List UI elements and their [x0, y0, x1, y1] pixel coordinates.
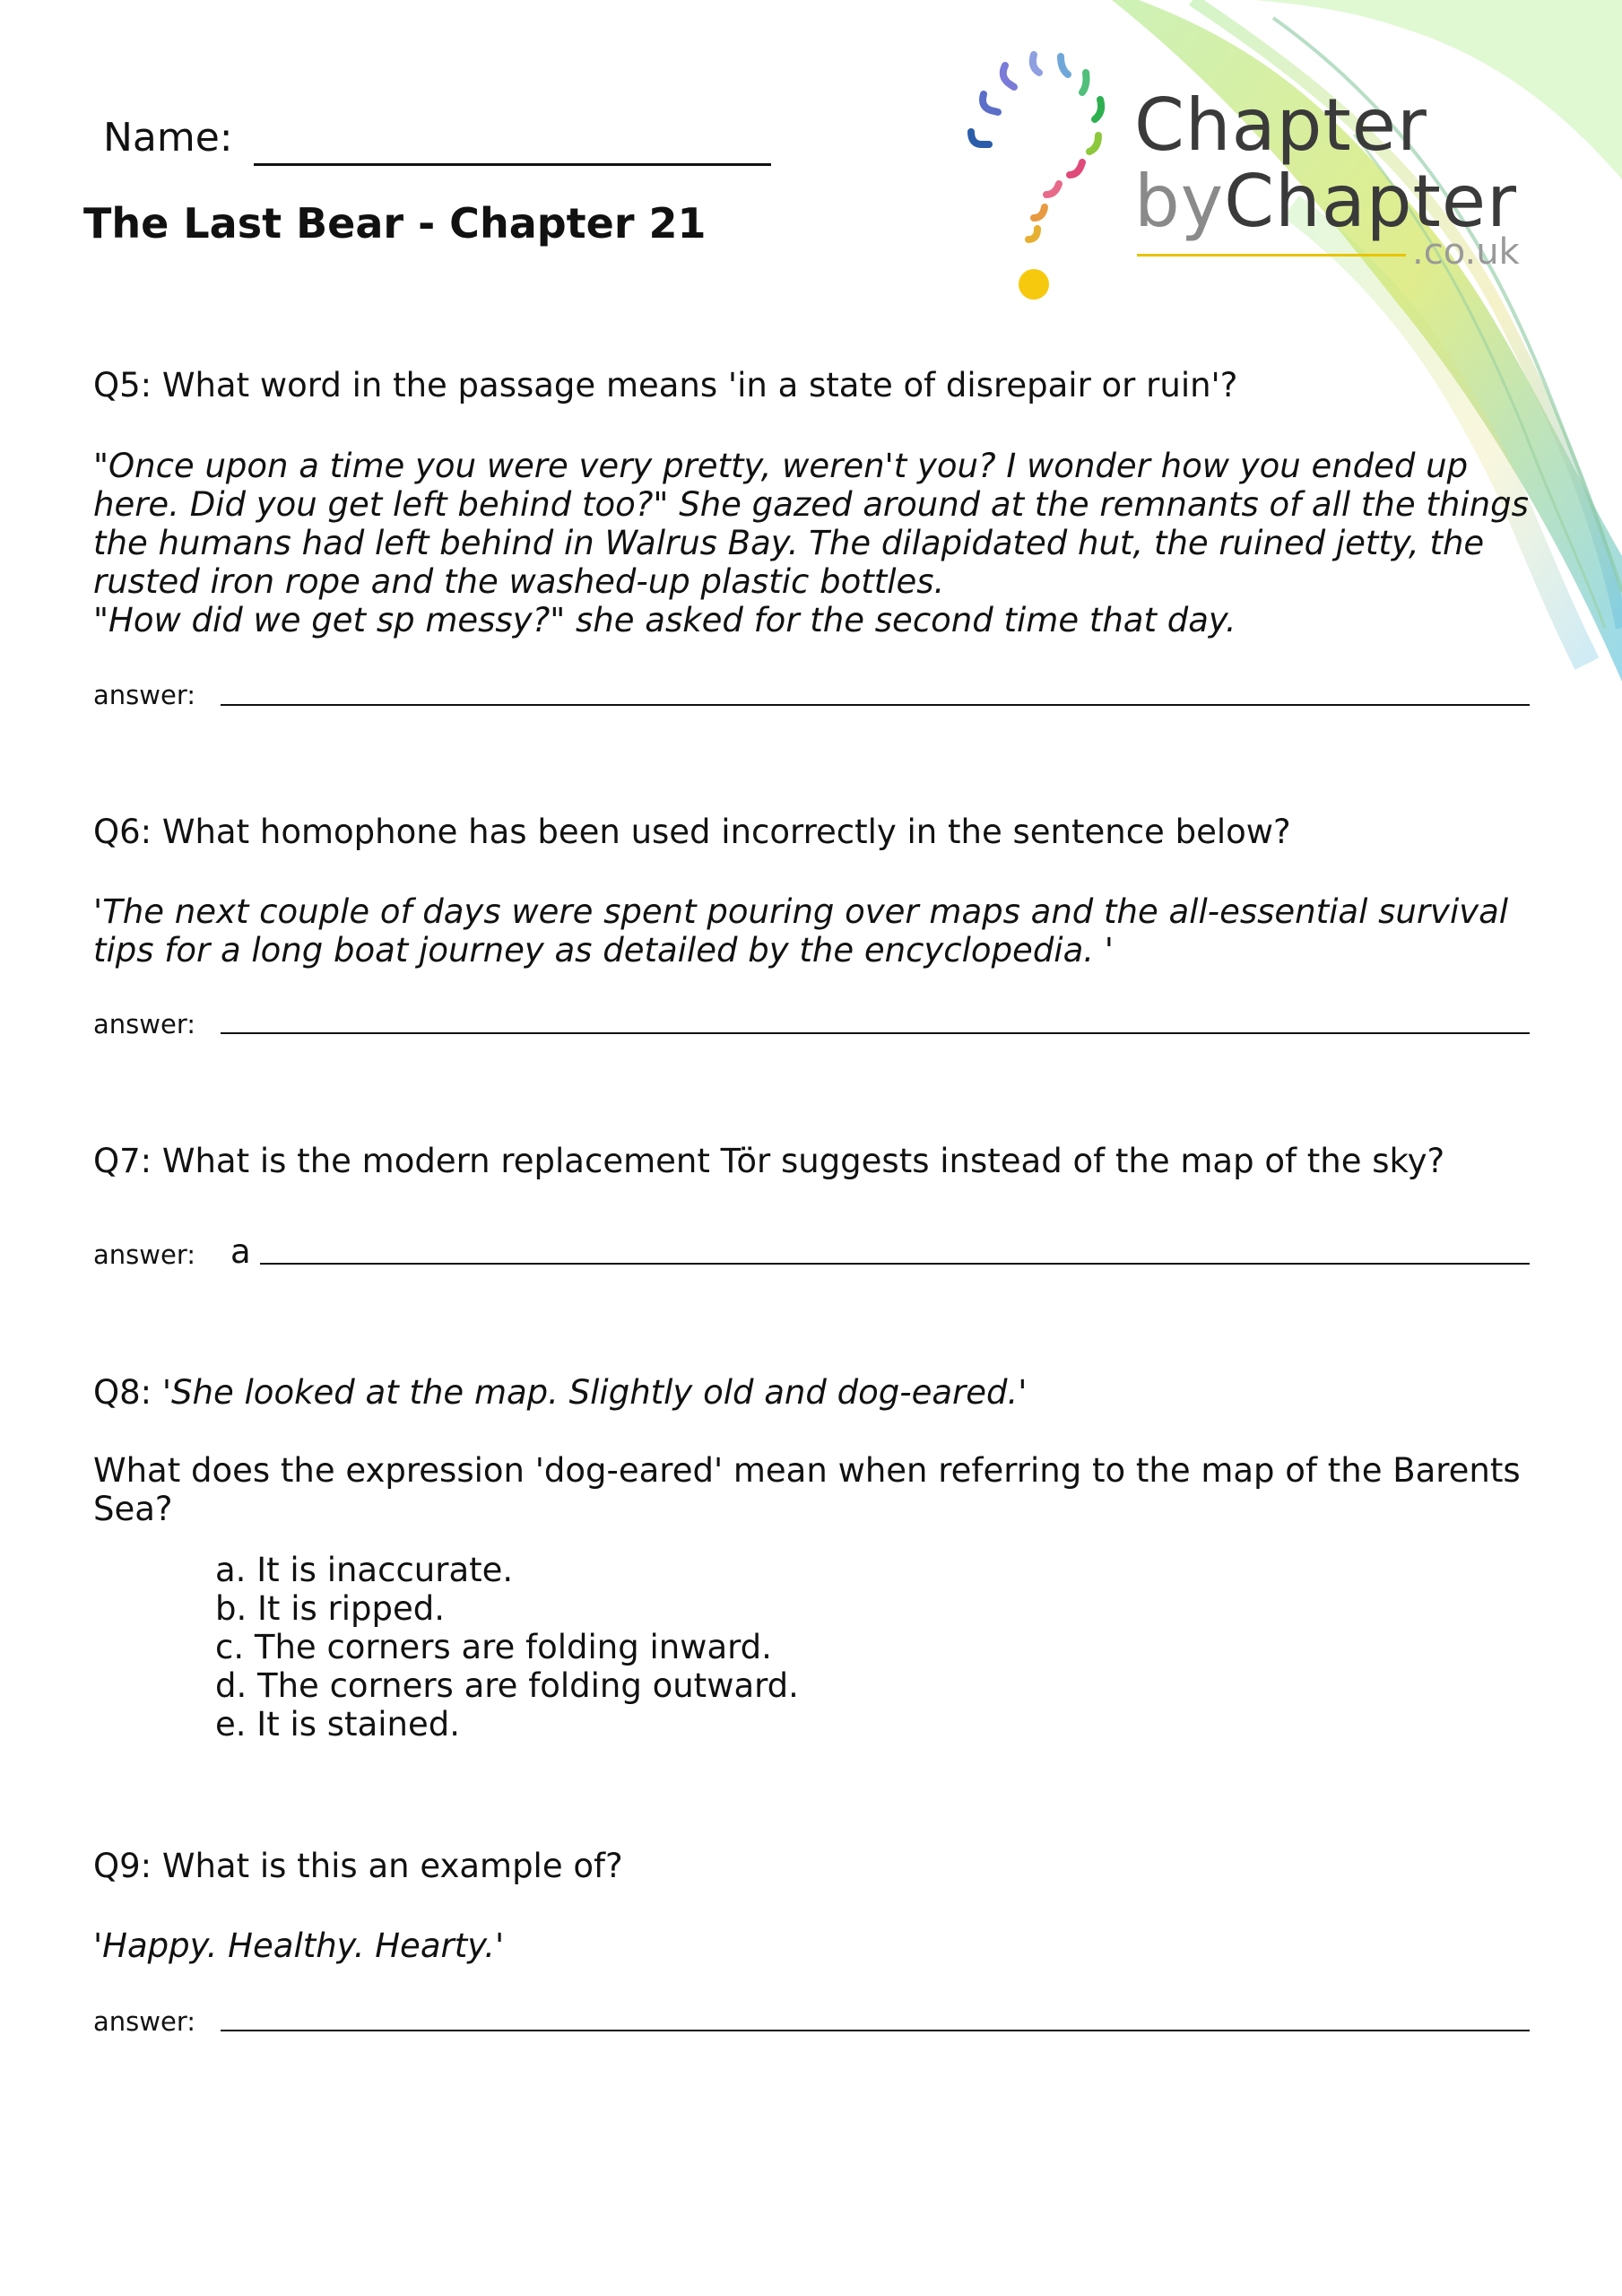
question-mark-books-logo-icon — [964, 49, 1121, 309]
q5-passage-line: rusted iron rope and the washed-up plastic bottles. — [93, 562, 945, 601]
q9-answer-line[interactable] — [221, 2030, 1530, 2031]
q5-answer-line[interactable] — [221, 704, 1530, 706]
q5-question: Q5: What word in the passage means 'in a state of disrepair or ruin'? — [93, 366, 1238, 404]
logo-chapter: Chapter — [1224, 160, 1517, 243]
q8-prompt-line: What does the expression 'dog-eared' mean when referring to the map of the Barents — [93, 1451, 1521, 1490]
logo-underline — [1137, 254, 1406, 257]
q6-passage — [93, 892, 1564, 970]
q8-options — [215, 1551, 799, 1744]
logo-wordmark-bychapter — [1134, 160, 1517, 243]
q6-passage-line: tips for a long boat journey as detailed by the encyclopedia. ' — [93, 931, 1114, 970]
q5-passage-line: here. Did you get left behind too?" She gazed around at the remnants of all the things — [93, 485, 1529, 524]
q8-option-b[interactable]: b. It is ripped. — [215, 1589, 445, 1628]
worksheet-title: The Last Bear - Chapter 21 — [83, 199, 707, 248]
logo-by: by — [1134, 160, 1225, 243]
name-label: Name: — [103, 115, 233, 161]
q5-passage-line: the humans had left behind in Walrus Bay. The dilapidated hut, the ruined jetty, the — [93, 524, 1485, 562]
q8-question — [93, 1373, 1027, 1412]
logo-domain: .co.uk — [1412, 231, 1520, 273]
q8-option-e[interactable]: e. It is stained. — [215, 1705, 460, 1744]
q8-option-d[interactable]: d. The corners are folding outward. — [215, 1666, 799, 1705]
q5-passage — [93, 447, 1564, 639]
q5-passage-line: "How did we get sp messy?" she asked for the second time that day. — [93, 601, 1236, 639]
q8-quote: 'She looked at the map. Slightly old and dog-eared.' — [161, 1373, 1028, 1412]
q9-answer-label: answer: — [93, 2006, 196, 2037]
q7-answer-label: answer: — [93, 1239, 196, 1270]
q6-passage-line: 'The next couple of days were spent pouring over maps and the all-essential survival — [93, 892, 1509, 931]
q8-option-c[interactable]: c. The corners are folding inward. — [215, 1628, 772, 1666]
q8-prompt-line: Sea? — [93, 1490, 173, 1528]
q7-question: Q7: What is the modern replacement Tör suggests instead of the map of the sky? — [93, 1142, 1445, 1180]
logo-wordmark-chapter: Chapter — [1134, 83, 1427, 167]
q7-answer-prefix: a — [230, 1232, 251, 1271]
q6-question: Q6: What homophone has been used incorrectly in the sentence below? — [93, 813, 1291, 851]
q6-answer-label: answer: — [93, 1009, 196, 1039]
q8-prompt — [93, 1451, 1521, 1528]
q9-quote: 'Happy. Healthy. Hearty.' — [93, 1926, 505, 1965]
q5-passage-line: "Once upon a time you were very pretty, weren't you? I wonder how you ended up — [93, 447, 1469, 485]
q6-answer-line[interactable] — [221, 1032, 1530, 1034]
q9-question: Q9: What is this an example of? — [93, 1847, 623, 1885]
q7-answer-line[interactable] — [260, 1263, 1530, 1265]
name-write-line[interactable] — [254, 163, 771, 166]
q5-answer-label: answer: — [93, 680, 196, 710]
q8-prefix: Q8: — [93, 1373, 162, 1412]
q8-option-a[interactable]: a. It is inaccurate. — [215, 1551, 514, 1589]
